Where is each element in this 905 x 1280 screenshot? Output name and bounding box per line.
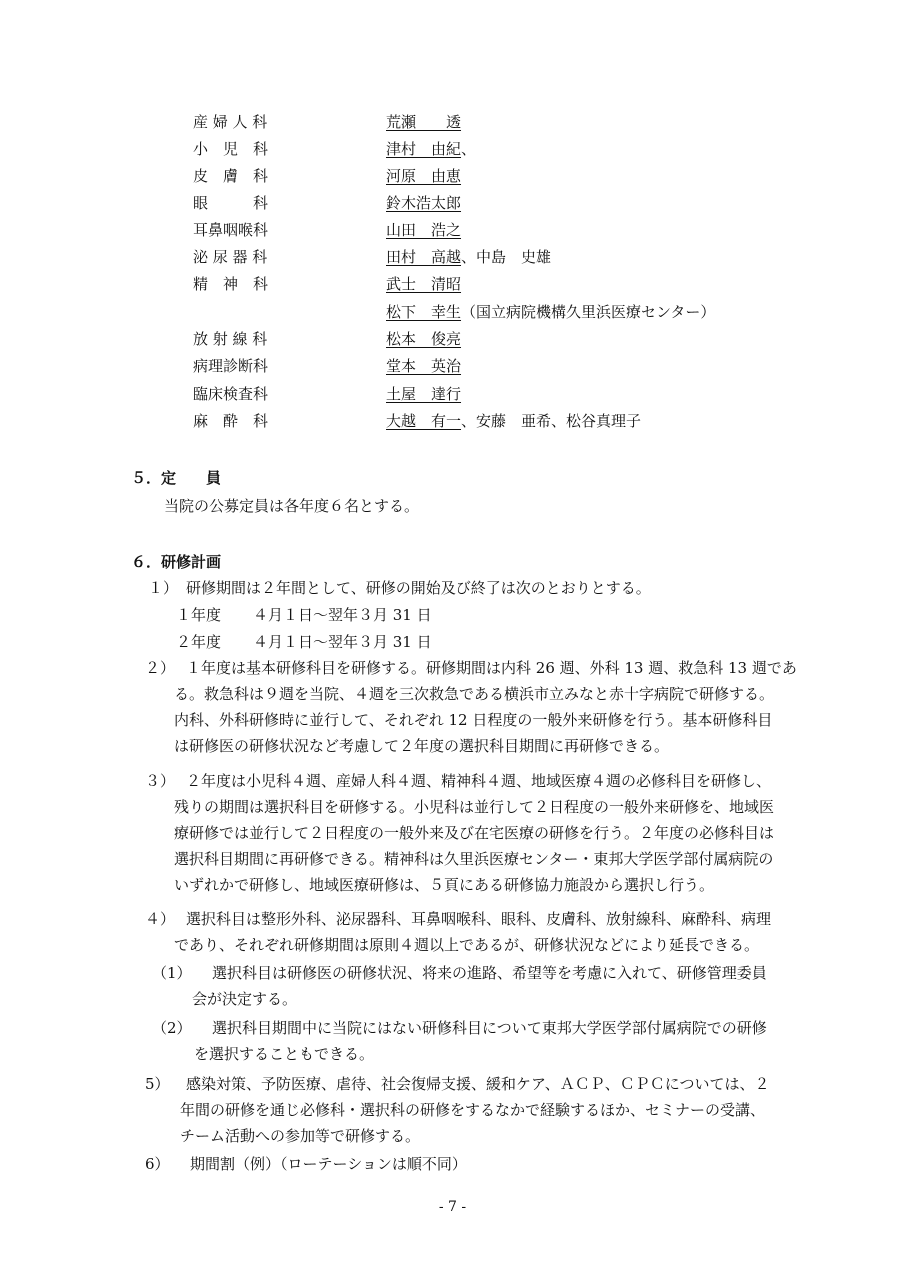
section-body: 当院の公募定員は各年度６名とする。 bbox=[164, 497, 420, 515]
supervisor-name: 津村 由紀 bbox=[386, 140, 462, 158]
staff-row bbox=[386, 112, 461, 132]
item-number: ４） bbox=[145, 910, 176, 928]
paragraph-line: る。救急科は９週を当院、４週を三次救急である横浜市立みなと赤十字病院で研修する。 bbox=[174, 685, 775, 703]
paragraph-line: であり、それぞれ研修期間は原則４週以上であるが、研修状況などにより延長できる。 bbox=[174, 936, 760, 954]
staff-row bbox=[386, 247, 551, 267]
item-number: ２） bbox=[145, 659, 176, 677]
supervisor-name: 大越 有一 bbox=[386, 412, 462, 430]
year-label: ２年度 bbox=[176, 633, 222, 651]
item-paragraph bbox=[180, 1071, 770, 1149]
item-paragraph bbox=[174, 768, 775, 898]
section-heading: ５．定 員 bbox=[131, 469, 222, 487]
paragraph-line: ２年度は小児科４週、産婦人科４週、精神科４週、地域医療４週の必修科目を研修し、 bbox=[186, 772, 772, 790]
item-paragraph bbox=[174, 906, 772, 958]
other-names: 、 bbox=[461, 140, 477, 158]
supervisor-name: 河原 由恵 bbox=[386, 167, 462, 185]
dept-label: 耳鼻咽喉科 bbox=[193, 221, 269, 239]
other-names: （国立病院機構久里浜医療センター） bbox=[461, 303, 716, 321]
paragraph-line: 会が決定する。 bbox=[192, 990, 298, 1008]
paragraph-line: 選択科目期間中に当院にはない研修科目について東邦大学医学部付属病院での研修 bbox=[212, 1019, 767, 1037]
paragraph-line: 残りの期間は選択科目を研修する。小児科は並行して２日程度の一般外来研修を、地域医 bbox=[174, 798, 775, 816]
page-number: - 7 - bbox=[438, 1199, 467, 1215]
dept-label: 皮 膚 科 bbox=[193, 167, 269, 185]
paragraph-line: 感染対策、予防医療、虐待、社会復帰支援、緩和ケア、ＡＣＰ、ＣＰＣについては、２ bbox=[186, 1075, 770, 1093]
supervisor-name: 鈴木浩太郎 bbox=[386, 194, 462, 212]
dept-label: 産 婦 人 科 bbox=[193, 113, 268, 131]
subitem-number: （1） bbox=[152, 964, 192, 982]
staff-row bbox=[386, 220, 461, 240]
paragraph-line: 選択科目期間に再研修できる。精神科は久里浜医療センター・東邦大学医学部付属病院の bbox=[174, 850, 774, 868]
item-text: 研修期間は２年間として、研修の開始及び終了は次のとおりとする。 bbox=[186, 579, 651, 597]
dept-label: 小 児 科 bbox=[193, 140, 269, 158]
supervisor-name: 松下 幸生 bbox=[386, 303, 462, 321]
dept-label: 麻 酔 科 bbox=[193, 412, 269, 430]
paragraph-line: いずれかで研修し、地域医療研修は、５頁にある研修協力施設から選択し行う。 bbox=[174, 876, 715, 894]
supervisor-name: 荒瀬 透 bbox=[386, 113, 462, 131]
item-number: 5） bbox=[145, 1075, 170, 1093]
dept-label: 放 射 線 科 bbox=[193, 330, 268, 348]
item-number: ３） bbox=[145, 772, 176, 790]
staff-row bbox=[386, 166, 461, 186]
item-text: 期間割（例）（ローテーションは順不同） bbox=[190, 1155, 467, 1173]
paragraph-line: チーム活動への参加等で研修する。 bbox=[180, 1127, 421, 1145]
dept-label: 泌 尿 器 科 bbox=[193, 248, 268, 266]
other-names: 、中島 史雄 bbox=[461, 248, 552, 266]
staff-row bbox=[386, 274, 461, 294]
subitem-number: （2） bbox=[152, 1019, 192, 1037]
supervisor-name: 武士 清昭 bbox=[386, 275, 462, 293]
staff-row bbox=[386, 302, 715, 322]
staff-row bbox=[386, 139, 476, 159]
paragraph-line: 内科、外科研修時に並行して、それぞれ 12 日程度の一般外来研修を行う。基本研修科目 bbox=[174, 711, 773, 729]
paragraph-line: １年度は基本研修科目を研修する。研修期間は内科 26 週、外科 13 週、救急科 13 週であ bbox=[186, 659, 797, 677]
paragraph-line: 療研修では並行して２日程度の一般外来及び在宅医療の研修を行う。２年度の必修科目は bbox=[174, 824, 775, 842]
year-range: ４月１日～翌年３月 31 日 bbox=[253, 606, 432, 624]
paragraph-line: 選択科目は整形外科、泌尿器科、耳鼻咽喉科、眼科、皮膚科、放射線科、麻酔科、病理 bbox=[186, 910, 772, 928]
dept-label: 病理診断科 bbox=[193, 357, 269, 375]
dept-label: 臨床検査科 bbox=[193, 385, 269, 403]
dept-label: 精 神 科 bbox=[193, 275, 269, 293]
supervisor-name: 土屋 達行 bbox=[386, 385, 462, 403]
paragraph-line: 年間の研修を通じ必修科・選択科の研修をするなかで経験するほか、セミナーの受講、 bbox=[180, 1101, 766, 1119]
section-heading: ６．研修計画 bbox=[131, 553, 222, 571]
staff-row bbox=[386, 356, 461, 376]
supervisor-name: 山田 浩之 bbox=[386, 221, 462, 239]
paragraph-line: 選択科目は研修医の研修状況、将来の進路、希望等を考慮に入れて、研修管理委員 bbox=[212, 964, 767, 982]
year-range: ４月１日～翌年３月 31 日 bbox=[253, 633, 432, 651]
paragraph-line: を選択することもできる。 bbox=[194, 1045, 375, 1063]
staff-row bbox=[386, 329, 461, 349]
dept-label: 眼 科 bbox=[193, 194, 269, 212]
item-number: 6） bbox=[145, 1155, 170, 1173]
other-names: 、安藤 亜希、松谷真理子 bbox=[461, 412, 642, 430]
paragraph-line: は研修医の研修状況など考慮して２年度の選択科目期間に再研修できる。 bbox=[174, 737, 670, 755]
supervisor-name: 田村 高越 bbox=[386, 248, 462, 266]
supervisor-name: 松本 俊亮 bbox=[386, 330, 462, 348]
item-paragraph bbox=[174, 655, 797, 759]
supervisor-name: 堂本 英治 bbox=[386, 357, 462, 375]
staff-row bbox=[386, 384, 461, 404]
staff-row bbox=[386, 411, 641, 431]
subitem-paragraph bbox=[194, 1015, 767, 1067]
staff-row bbox=[386, 193, 461, 213]
subitem-paragraph bbox=[192, 960, 767, 1012]
year-label: １年度 bbox=[176, 606, 222, 624]
item-number: １） bbox=[148, 579, 179, 597]
